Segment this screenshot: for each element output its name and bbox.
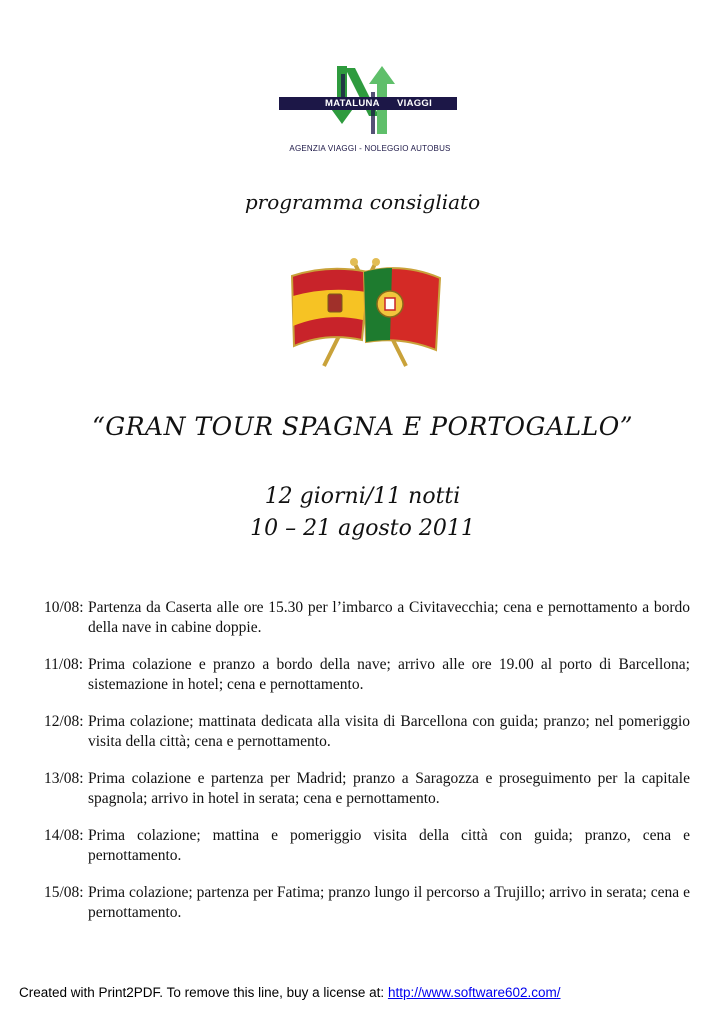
entry-date: 10/08: (44, 599, 84, 616)
tour-title: “GRAN TOUR SPAGNA E PORTOGALLO” (91, 412, 634, 441)
tour-duration: 12 giorni/11 notti (264, 484, 461, 509)
itinerary-entry (44, 598, 690, 638)
itinerary-entry (44, 655, 690, 695)
entry-date: 13/08: (44, 770, 84, 787)
entry-text: Prima colazione e pranzo a bordo della nave; arrivo alle ore 19.00 al porto di Barcellona; sistemazione in hotel; cena e pernottamento. (88, 656, 690, 693)
entry-date: 11/08: (44, 656, 84, 673)
footer-license-link[interactable]: http://www.software602.com/ (387, 985, 561, 1000)
entry-date: 12/08: (44, 713, 84, 730)
portugal-flag-icon (364, 268, 440, 350)
itinerary-entry (44, 769, 690, 809)
logo-name-right: VIAGGI (397, 98, 433, 109)
entry-text: Prima colazione; mattinata dedicata alla visita di Barcellona con guida; pranzo; nel pomeriggio visita della città; cena e pernottamento. (88, 713, 690, 750)
logo-name-left: MATALUNA (325, 98, 380, 109)
tour-dates: 10 – 21 agosto 2011 (250, 516, 475, 541)
crossed-flags-image (284, 254, 446, 370)
print2pdf-footer (19, 985, 561, 1000)
itinerary-entry (44, 826, 690, 866)
spain-flag-icon (292, 269, 368, 346)
entry-date: 14/08: (44, 827, 84, 844)
logo-tagline: AGENZIA VIAGGI - NOLEGGIO AUTOBUS (289, 144, 451, 153)
footer-text: Created with Print2PDF. To remove this line, buy a license at: (19, 985, 388, 1000)
entry-text: Prima colazione e partenza per Madrid; pranzo a Saragozza e proseguimento per la capitale spagnola; arrivo in hotel in serata; cena e pernottamento. (88, 770, 690, 807)
program-subtitle: programma consigliato (244, 190, 481, 214)
entry-text: Prima colazione; partenza per Fatima; pranzo lungo il percorso a Trujillo; arrivo in serata; cena e pernottamento. (88, 884, 690, 921)
agency-logo (275, 62, 465, 162)
entry-text: Prima colazione; mattina e pomeriggio visita della città con guida; pranzo, cena e pernottamento. (88, 827, 690, 864)
itinerary-entry (44, 712, 690, 752)
itinerary-list (44, 598, 690, 940)
logo-name-bar (279, 97, 457, 110)
itinerary-entry (44, 883, 690, 923)
tour-duration-block (0, 481, 725, 545)
entry-text: Partenza da Caserta alle ore 15.30 per l’imbarco a Civitavecchia; cena e pernottamento a bordo della nave in cabine doppie. (88, 599, 690, 636)
entry-date: 15/08: (44, 884, 84, 901)
